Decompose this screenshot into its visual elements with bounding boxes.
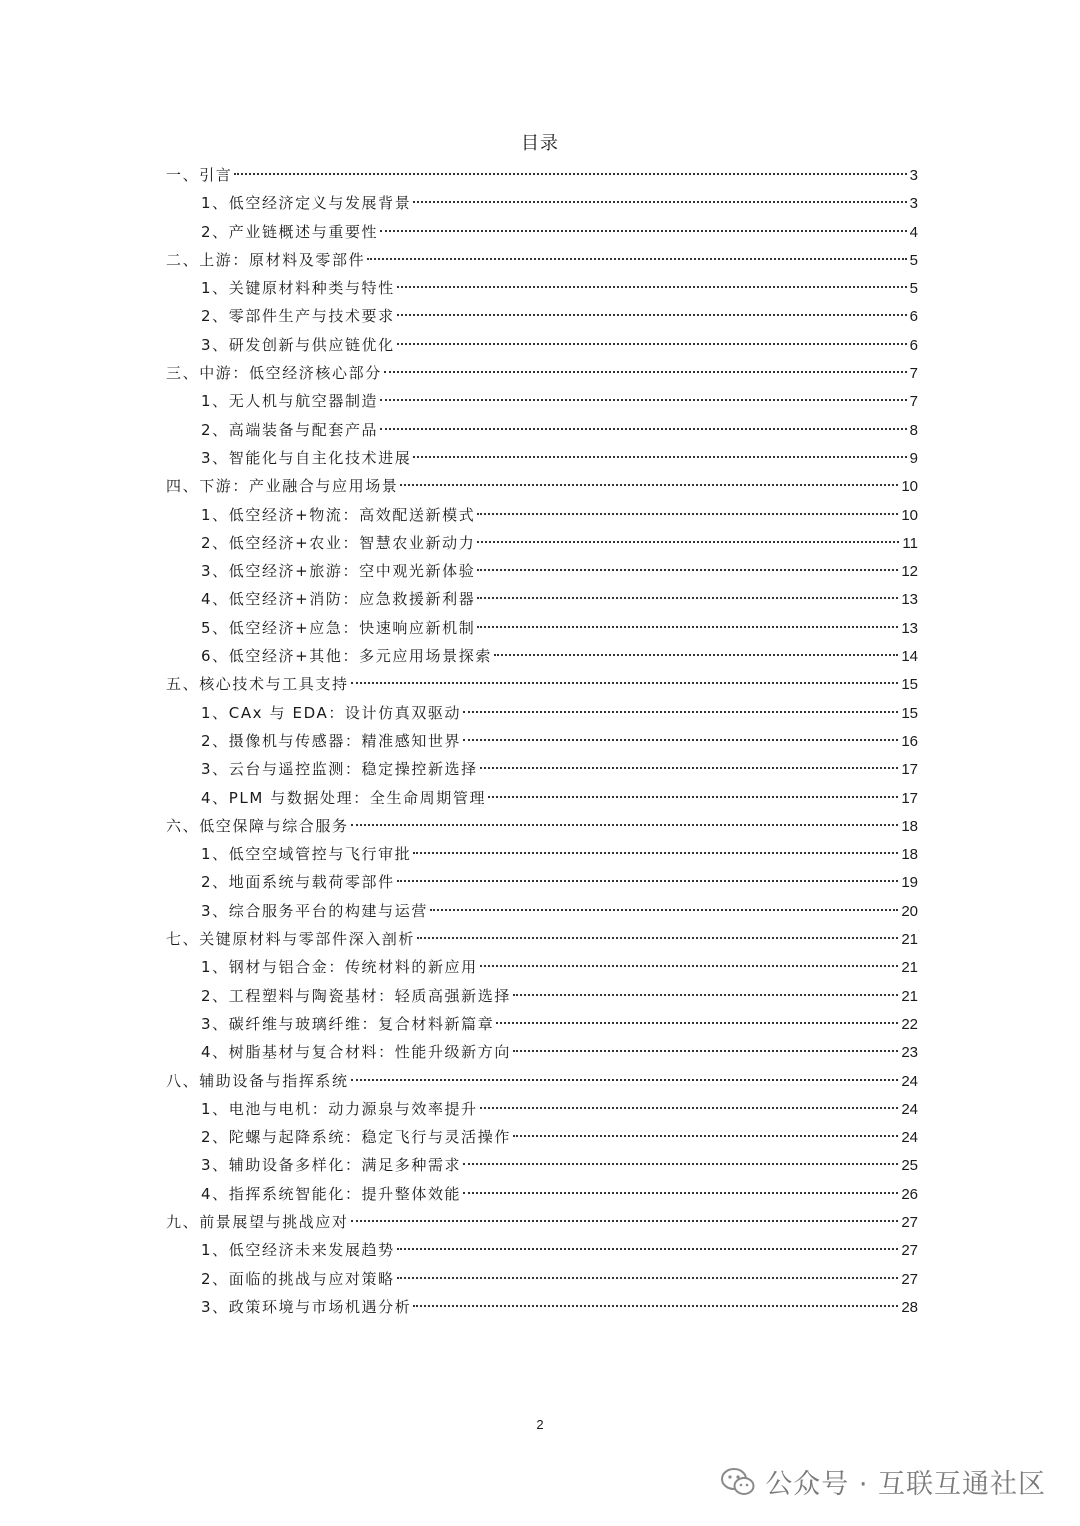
toc-entry-page: 27 [901, 1270, 918, 1288]
toc-leader-dots [351, 824, 899, 826]
toc-entry-label: 八、辅助设备与指挥系统 [166, 1071, 349, 1090]
toc-leader-dots [413, 456, 906, 458]
toc-entry-label: 2、摄像机与传感器：精准感知世界 [201, 731, 462, 750]
toc-entry-page: 26 [901, 1185, 918, 1203]
toc-section[interactable] [166, 1236, 918, 1264]
toc-entry-page: 6 [909, 336, 918, 354]
toc-entry-page: 28 [901, 1298, 918, 1316]
toc-entry-label: 3、政策环境与市场机遇分析 [201, 1297, 412, 1316]
toc-section[interactable] [166, 529, 918, 557]
toc-leader-dots [513, 994, 898, 996]
toc-entry-page: 13 [901, 619, 918, 637]
toc-entry-label: 三、中游：低空经济核心部分 [166, 364, 382, 383]
toc-entry-page: 21 [901, 959, 918, 977]
toc-leader-dots [463, 739, 898, 741]
toc-leader-dots [351, 1079, 899, 1081]
toc-entry-label: 2、工程塑料与陶瓷基材：轻质高强新选择 [201, 986, 511, 1005]
toc-section[interactable] [166, 444, 918, 472]
toc-section[interactable] [166, 1265, 918, 1293]
toc-chapter[interactable] [166, 925, 918, 953]
toc-entry-label: 4、树脂基材与复合材料：性能升级新方向 [201, 1043, 511, 1062]
toc-entry-label: 3、云台与遥控监测：稳定操控新选择 [201, 760, 478, 779]
toc-chapter[interactable] [166, 670, 918, 698]
wechat-icon [721, 1467, 755, 1497]
toc-section[interactable] [166, 1095, 918, 1123]
toc-entry-page: 13 [901, 591, 918, 609]
toc-chapter[interactable] [166, 1067, 918, 1095]
toc-entry-label: 3、辅助设备多样化：满足多种需求 [201, 1156, 462, 1175]
toc-entry-label: 1、低空空域管控与飞行审批 [201, 845, 412, 864]
toc-leader-dots [488, 796, 898, 798]
toc-section[interactable] [166, 1123, 918, 1151]
toc-section[interactable] [166, 501, 918, 529]
toc-entry-page: 8 [909, 421, 918, 439]
toc-entry-label: 2、陀螺与起降系统：稳定飞行与灵活操作 [201, 1128, 511, 1147]
toc-entry-page: 19 [901, 874, 918, 892]
toc-leader-dots [480, 965, 899, 967]
toc-entry-page: 7 [909, 393, 918, 411]
toc-entry-page: 15 [901, 704, 918, 722]
toc-chapter[interactable] [166, 161, 918, 189]
toc-entry-page: 20 [901, 902, 918, 920]
toc-entry-label: 4、指挥系统智能化：提升整体效能 [201, 1184, 462, 1203]
toc-leader-dots [380, 428, 907, 430]
toc-entry-label: 1、低空经济+物流：高效配送新模式 [201, 505, 476, 524]
toc-leader-dots [413, 201, 906, 203]
toc-entry-label: 2、低空经济+农业：智慧农业新动力 [201, 533, 476, 552]
toc-entry-page: 11 [902, 534, 918, 552]
toc-entry-page: 18 [901, 846, 918, 864]
toc-section[interactable] [166, 784, 918, 812]
toc-section[interactable] [166, 1038, 918, 1066]
toc-entry-label: 5、低空经济+应急：快速响应新机制 [201, 618, 476, 637]
toc-leader-dots [397, 314, 907, 316]
toc-leader-dots [380, 230, 907, 232]
toc-section[interactable] [166, 755, 918, 783]
toc-entry-label: 2、地面系统与载荷零部件 [201, 873, 395, 892]
toc-section[interactable] [166, 1010, 918, 1038]
page-number: 2 [536, 1417, 544, 1432]
toc-leader-dots [384, 371, 907, 373]
toc-leader-dots [430, 909, 898, 911]
toc-entry-label: 3、低空经济+旅游：空中观光新体验 [201, 562, 476, 581]
toc-leader-dots [477, 597, 898, 599]
toc-entry-page: 21 [901, 931, 918, 949]
toc-leader-dots [413, 852, 898, 854]
toc-entry-page: 17 [901, 789, 918, 807]
toc-section[interactable] [166, 699, 918, 727]
toc-leader-dots [513, 1050, 898, 1052]
toc-entry-label: 4、低空经济+消防：应急救援新利器 [201, 590, 476, 609]
toc-entry-label: 五、核心技术与工具支持 [166, 675, 349, 694]
toc-leader-dots [463, 1192, 898, 1194]
toc-section[interactable] [166, 1180, 918, 1208]
toc-entry-page: 12 [901, 563, 918, 581]
toc-entry-label: 2、零部件生产与技术要求 [201, 307, 395, 326]
table-of-contents [166, 161, 918, 1321]
page-title: 目录 [521, 133, 559, 154]
toc-section[interactable] [166, 416, 918, 444]
toc-leader-dots [494, 654, 898, 656]
toc-section[interactable] [166, 642, 918, 670]
toc-leader-dots [480, 767, 899, 769]
toc-section[interactable] [166, 387, 918, 415]
toc-entry-page: 24 [901, 1129, 918, 1147]
toc-chapter[interactable] [166, 359, 918, 387]
toc-entry-page: 27 [901, 1242, 918, 1260]
toc-entry-page: 9 [909, 449, 918, 467]
toc-entry-page: 6 [909, 308, 918, 326]
toc-entry-label: 2、产业链概述与重要性 [201, 222, 379, 241]
toc-entry-page: 27 [901, 1213, 918, 1231]
toc-entry-label: 四、下游：产业融合与应用场景 [166, 477, 399, 496]
toc-section[interactable] [166, 840, 918, 868]
toc-entry-page: 3 [909, 167, 918, 184]
toc-entry-page: 24 [901, 1100, 918, 1118]
toc-entry-label: 1、CAx 与 EDA：设计仿真双驱动 [201, 703, 462, 722]
toc-chapter[interactable] [166, 246, 918, 274]
toc-entry-page: 3 [909, 195, 918, 213]
toc-entry-label: 一、引言 [166, 166, 233, 184]
toc-entry-page: 7 [909, 365, 918, 383]
toc-section[interactable] [166, 218, 918, 246]
toc-section[interactable] [166, 274, 918, 302]
toc-chapter[interactable] [166, 472, 918, 500]
toc-entry-label: 六、低空保障与综合服务 [166, 816, 349, 835]
toc-leader-dots [463, 1163, 898, 1165]
toc-leader-dots [397, 880, 899, 882]
toc-section[interactable] [166, 1293, 918, 1321]
toc-leader-dots [234, 173, 906, 175]
toc-chapter[interactable] [166, 812, 918, 840]
toc-section[interactable] [166, 302, 918, 330]
toc-leader-dots [380, 399, 907, 401]
toc-section[interactable] [166, 614, 918, 642]
toc-entry-page: 5 [909, 251, 918, 269]
toc-leader-dots [477, 513, 898, 515]
toc-leader-dots [397, 1277, 899, 1279]
toc-leader-dots [463, 711, 898, 713]
toc-entry-page: 10 [901, 506, 918, 524]
toc-section[interactable] [166, 585, 918, 613]
toc-section[interactable] [166, 897, 918, 925]
toc-entry-label: 6、低空经济+其他：多元应用场景探索 [201, 647, 492, 666]
toc-entry-label: 2、面临的挑战与应对策略 [201, 1269, 395, 1288]
toc-entry-page: 4 [909, 223, 918, 241]
toc-entry-page: 10 [901, 478, 918, 496]
toc-entry-label: 1、关键原材料种类与特性 [201, 279, 395, 298]
toc-entry-label: 1、电池与电机：动力源泉与效率提升 [201, 1099, 478, 1118]
toc-section[interactable] [166, 953, 918, 981]
toc-leader-dots [367, 258, 906, 260]
toc-leader-dots [397, 286, 907, 288]
toc-entry-page: 25 [901, 1157, 918, 1175]
toc-entry-page: 17 [901, 761, 918, 779]
toc-leader-dots [397, 343, 907, 345]
toc-entry-page: 18 [901, 817, 918, 835]
toc-entry-label: 3、综合服务平台的构建与运营 [201, 901, 428, 920]
toc-entry-label: 3、碳纤维与玻璃纤维：复合材料新篇章 [201, 1014, 495, 1033]
toc-leader-dots [513, 1135, 898, 1137]
toc-entry-page: 23 [901, 1044, 918, 1062]
toc-chapter[interactable] [166, 1208, 918, 1236]
toc-entry-label: 九、前景展望与挑战应对 [166, 1212, 349, 1231]
toc-leader-dots [477, 626, 898, 628]
toc-section[interactable] [166, 868, 918, 896]
toc-leader-dots [351, 682, 899, 684]
toc-leader-dots [480, 1107, 899, 1109]
toc-entry-page: 16 [901, 732, 918, 750]
toc-section[interactable] [166, 727, 918, 755]
toc-entry-label: 3、研发创新与供应链优化 [201, 335, 395, 354]
toc-entry-label: 4、PLM 与数据处理：全生命周期管理 [201, 788, 487, 807]
toc-entry-label: 1、低空经济未来发展趋势 [201, 1241, 395, 1260]
toc-leader-dots [397, 1248, 899, 1250]
toc-leader-dots [477, 541, 899, 543]
toc-entry-label: 2、高端装备与配套产品 [201, 420, 379, 439]
watermark [721, 1462, 1046, 1501]
toc-leader-dots [351, 1220, 899, 1222]
toc-entry-label: 二、上游：原材料及零部件 [166, 250, 366, 269]
toc-leader-dots [413, 1305, 898, 1307]
toc-leader-dots [417, 937, 898, 939]
toc-entry-page: 21 [901, 987, 918, 1005]
toc-section[interactable] [166, 189, 918, 217]
toc-entry-page: 5 [909, 280, 918, 298]
toc-entry-page: 14 [901, 648, 918, 666]
toc-entry-label: 1、低空经济定义与发展背景 [201, 194, 412, 213]
watermark-text: 公众号 · 互联互通社区 [765, 1469, 1046, 1500]
toc-leader-dots [496, 1022, 898, 1024]
toc-entry-label: 3、智能化与自主化技术进展 [201, 448, 412, 467]
toc-entry-page: 22 [901, 1015, 918, 1033]
toc-entry-label: 七、关键原材料与零部件深入剖析 [166, 930, 416, 949]
toc-leader-dots [477, 569, 898, 571]
toc-section[interactable] [166, 557, 918, 585]
toc-entry-label: 1、无人机与航空器制造 [201, 392, 379, 411]
toc-entry-label: 1、钢材与铝合金：传统材料的新应用 [201, 958, 478, 977]
toc-section[interactable] [166, 982, 918, 1010]
toc-entry-page: 15 [901, 676, 918, 694]
toc-section[interactable] [166, 1151, 918, 1179]
toc-section[interactable] [166, 331, 918, 359]
toc-leader-dots [400, 484, 898, 486]
toc-entry-page: 24 [901, 1072, 918, 1090]
